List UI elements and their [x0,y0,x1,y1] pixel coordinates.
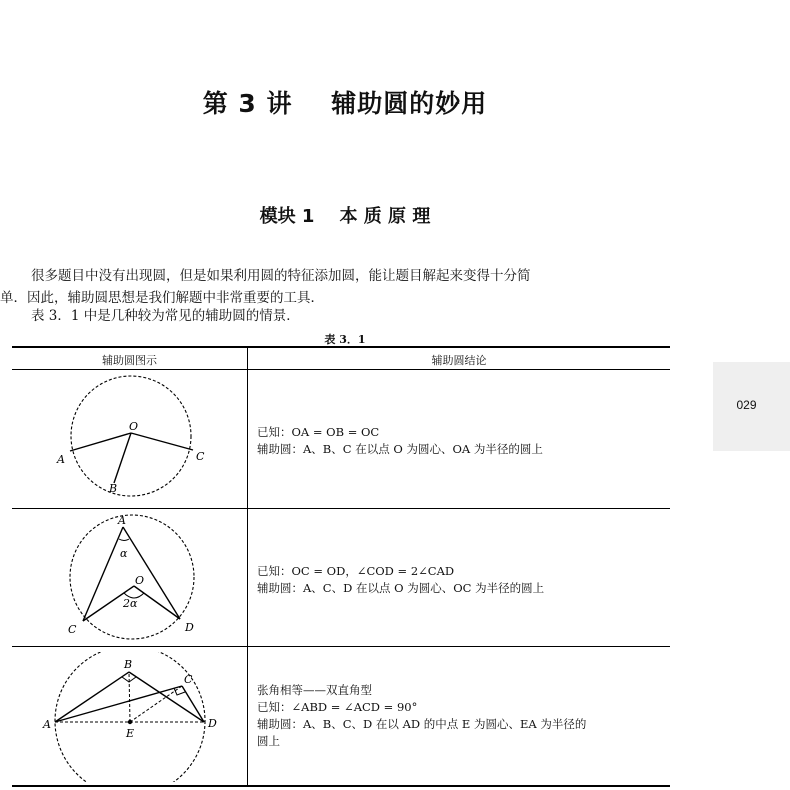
auxiliary-circle [71,376,191,496]
auxiliary-circle [70,515,194,639]
conclusion-given: 已知：OC = OD，∠COD = 2∠CAD [257,564,455,578]
segment-ab [55,672,129,722]
diagram-three-equal-radii [50,374,230,502]
conclusion-result: 辅助圆：A、B、C 在以点 O 为圆心、OA 为半径的圆上 [257,442,543,456]
label-b: B [124,658,133,671]
conclusion-result-continued: 圆上 [257,734,280,748]
table-caption: 表 3．1 [324,333,366,346]
table-header-diagram: 辅助圆图示 [102,354,157,367]
label-2alpha: 2α [123,597,138,610]
label-e: E [126,727,135,740]
segment-ac [55,686,182,722]
diagram-central-angle [50,513,230,641]
label-c: C [68,623,77,636]
conclusion-type: 张角相等——双直角型 [257,683,372,697]
segment-ob [114,433,131,483]
segment-oc [131,433,193,450]
conclusion-row-2 [257,563,667,597]
label-a: A [43,718,51,731]
lecture-title: 第 3 讲 辅助圆的妙用 [202,89,488,118]
label-b: B [109,482,118,495]
table-row-divider [12,646,670,647]
conclusion-result: 辅助圆：A、C、D 在以点 O 为圆心、OC 为半径的圆上 [257,581,545,595]
label-a: A [118,514,126,527]
conclusion-result: 辅助圆：A、B、C、D 在以 AD 的中点 E 为圆心、EA 为半径的 [257,717,587,731]
label-o: O [135,574,145,587]
label-alpha: α [120,547,128,560]
table-header-conclusion: 辅助圆结论 [431,354,487,367]
intro-line-3: 表 3．1 中是几种较为常见的辅助圆的情景． [31,308,300,324]
page-number-tab [713,362,790,451]
auxiliary-circle [55,652,205,782]
midpoint-e [128,720,132,724]
angle-arc-alpha [119,539,129,541]
segment-cd [182,686,204,722]
conclusion-given: 已知：∠ABD = ∠ACD = 90° [257,700,418,714]
conclusion-given: 已知：OA = OB = OC [257,425,380,439]
table-bottom-rule [12,785,670,787]
label-a: A [57,453,65,466]
segment-ec [130,686,182,722]
conclusion-row-1 [257,424,667,458]
label-o: O [129,420,139,433]
table-header-rule [12,369,670,370]
label-d: D [208,717,217,730]
segment-od [134,586,180,619]
table-column-divider [247,347,248,785]
label-c: C [196,450,205,463]
table-row-divider [12,508,670,509]
diagram-double-right-angle [40,652,230,782]
intro-line-2: 单．因此，辅助圆思想是我们解题中非常重要的工具． [0,290,324,306]
intro-line-1: 很多题目中没有出现圆，但是如果利用圆的特征添加圆，能让题目解起来变得十分简 [31,268,531,284]
conclusion-row-3 [257,682,667,750]
table-top-rule [12,346,670,348]
label-c: C [184,673,193,686]
module-title: 模块 1 本 质 原 理 [259,206,431,227]
label-d: D [185,621,194,634]
page-number: 029 [736,398,757,412]
segment-eb [129,672,130,722]
segment-oa [70,433,131,451]
